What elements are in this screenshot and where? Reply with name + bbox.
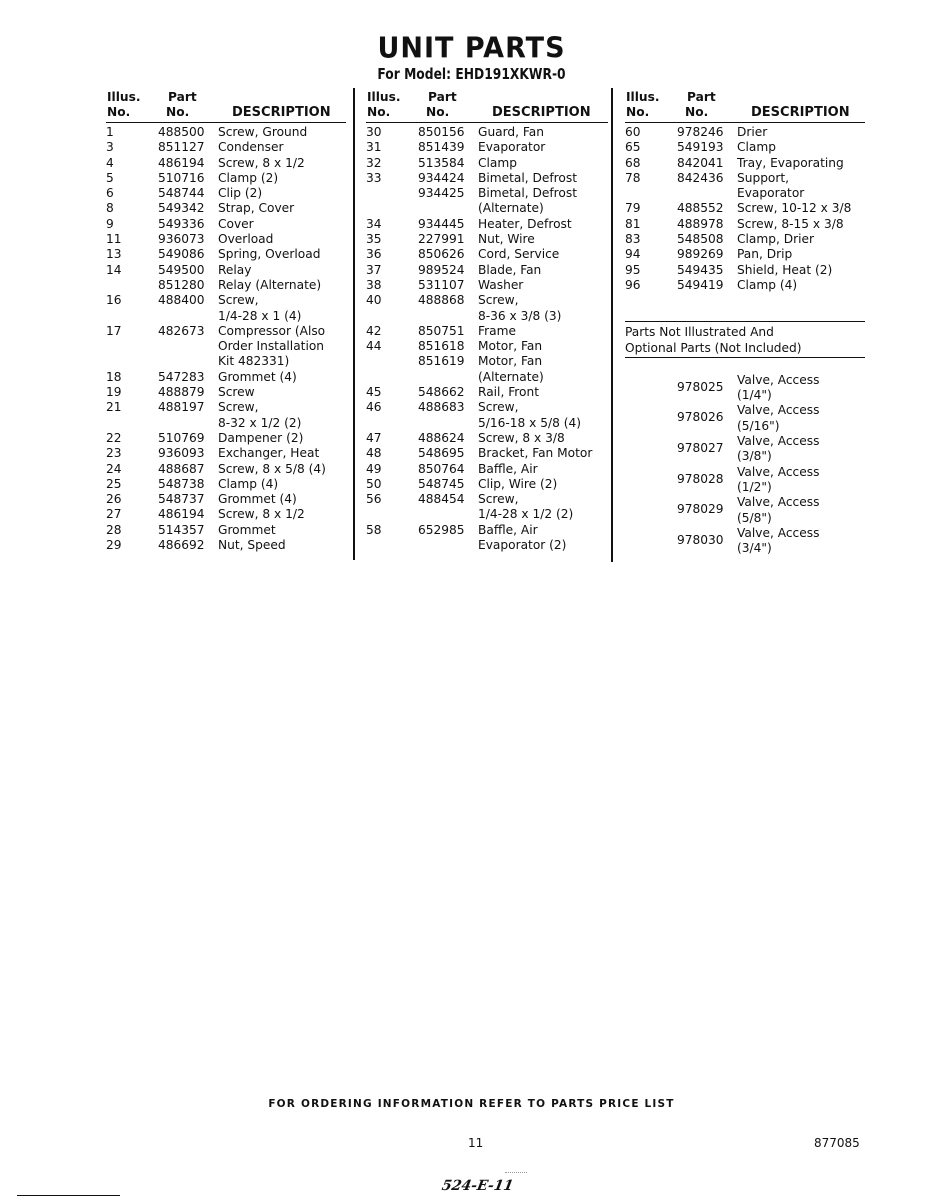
- part-number: 548744: [158, 186, 205, 201]
- part-number: 978027: [677, 441, 724, 456]
- part-number: 936073: [158, 232, 205, 247]
- column-header: [106, 90, 346, 123]
- illus-number: 49: [366, 461, 382, 476]
- illus-number: 45: [366, 385, 382, 400]
- illus-number: 83: [625, 232, 641, 247]
- not-illustrated-section: [625, 321, 865, 556]
- part-description: Valve, Access (1/4"): [737, 372, 820, 403]
- parts-column-3: [625, 90, 865, 556]
- part-description: Screw, 8 x 3/8: [478, 430, 565, 445]
- part-number: 488879: [158, 385, 205, 400]
- header-illus-label: Illus.: [107, 90, 141, 104]
- illus-number: 33: [366, 170, 382, 185]
- page-number: 11: [468, 1136, 484, 1150]
- illus-number: 95: [625, 262, 641, 277]
- part-description: Screw, 8 x 1/2: [218, 155, 305, 170]
- table-row: [625, 125, 865, 140]
- illus-number: 26: [106, 492, 122, 507]
- part-description: Screw, 1/4-28 x 1/2 (2): [478, 492, 574, 522]
- part-description: Strap, Cover: [218, 201, 295, 216]
- header-description-label: DESCRIPTION: [751, 105, 850, 120]
- part-description: Compressor (Also Order Installation Kit 482331): [218, 323, 326, 369]
- illus-number: 56: [366, 492, 382, 507]
- illus-number: 31: [366, 140, 382, 155]
- part-number: 548695: [418, 446, 465, 461]
- part-description: Overload: [218, 232, 274, 247]
- table-row: [625, 434, 865, 465]
- part-number: 549435: [677, 262, 724, 277]
- handwritten-code: 524-E-11: [440, 1178, 515, 1194]
- table-row: [625, 263, 865, 278]
- part-number: 486194: [158, 155, 205, 170]
- part-description: Clamp (2): [218, 170, 279, 185]
- illus-number: 22: [106, 430, 122, 445]
- part-description: Clip (2): [218, 186, 263, 201]
- illus-number: 60: [625, 125, 641, 139]
- illus-number: 28: [106, 522, 122, 537]
- parts-list: [366, 125, 608, 553]
- part-description: Bimetal, Defrost (Alternate): [478, 186, 577, 216]
- part-number: 486692: [158, 538, 205, 553]
- not-illustrated-list: [625, 373, 865, 557]
- parts-column-2: [366, 90, 608, 553]
- part-description: Motor, Fan (Alternate): [478, 354, 544, 384]
- illus-number: 14: [106, 262, 122, 277]
- header-illus-no-label: No.: [107, 105, 131, 119]
- part-description: Clamp, Drier: [737, 232, 815, 247]
- part-number: 652985: [418, 522, 465, 537]
- part-number: 851439: [418, 140, 465, 155]
- part-number: 488978: [677, 216, 724, 231]
- part-description: Clamp: [478, 155, 517, 170]
- table-row: [366, 140, 608, 155]
- table-row: [106, 201, 346, 216]
- part-description: Valve, Access (1/2"): [737, 464, 820, 494]
- part-number: 549500: [158, 262, 205, 277]
- illus-number: 25: [106, 476, 122, 491]
- header-part-label: Part: [687, 90, 716, 104]
- header-part-no-label: No.: [166, 105, 190, 119]
- part-description: Screw, Ground: [218, 125, 308, 139]
- part-number: 548508: [677, 232, 724, 247]
- part-number: 488500: [158, 125, 205, 139]
- illus-number: 37: [366, 262, 382, 277]
- part-number: 978029: [677, 502, 724, 517]
- table-row: [106, 492, 346, 507]
- part-description: Shield, Heat (2): [737, 262, 833, 277]
- part-number: 989524: [418, 262, 465, 277]
- part-description: Pan, Drip: [737, 247, 793, 262]
- part-description: Valve, Access (3/8"): [737, 434, 820, 464]
- part-description: Bracket, Fan Motor: [478, 446, 593, 461]
- part-number: 850156: [418, 125, 465, 139]
- table-row: [625, 373, 865, 404]
- table-row: [366, 339, 608, 354]
- part-number: 513584: [418, 155, 465, 170]
- part-description: Screw, 8-15 x 3/8: [737, 216, 844, 231]
- part-description: Clamp: [737, 140, 776, 155]
- part-number: 850751: [418, 323, 465, 338]
- table-row: [106, 263, 346, 278]
- table-row: [106, 385, 346, 400]
- illus-number: 24: [106, 461, 122, 476]
- illus-number: 13: [106, 247, 122, 262]
- illus-number: 5: [106, 170, 114, 185]
- part-number: 549193: [677, 140, 724, 155]
- part-description: Tray, Evaporating: [737, 155, 844, 170]
- part-number: 488868: [418, 293, 465, 308]
- column-header: [625, 90, 865, 123]
- part-number: 510769: [158, 430, 205, 445]
- part-description: Valve, Access (5/8"): [737, 495, 820, 525]
- header-part-no-label: No.: [426, 105, 450, 119]
- part-number: 934445: [418, 216, 465, 231]
- table-row: [625, 201, 865, 216]
- part-description: Nut, Wire: [478, 232, 535, 247]
- table-row: [625, 247, 865, 262]
- header-part-label: Part: [428, 90, 457, 104]
- part-number: 549086: [158, 247, 205, 262]
- illus-number: 38: [366, 277, 382, 292]
- part-number: 488197: [158, 400, 205, 415]
- table-row: [625, 495, 865, 526]
- table-row: [106, 217, 346, 232]
- illus-number: 30: [366, 125, 382, 139]
- illus-number: 40: [366, 293, 382, 308]
- table-row: [366, 446, 608, 461]
- part-number: 548738: [158, 476, 205, 491]
- table-row: [106, 370, 346, 385]
- illus-number: 11: [106, 232, 122, 247]
- part-number: 531107: [418, 277, 465, 292]
- table-row: [625, 403, 865, 434]
- table-row: [106, 523, 346, 538]
- part-number: 842436: [677, 170, 724, 185]
- header-illus-no-label: No.: [626, 105, 650, 119]
- table-row: [625, 140, 865, 155]
- table-row: [366, 278, 608, 293]
- table-row: [366, 156, 608, 171]
- part-number: 936093: [158, 446, 205, 461]
- part-description: Blade, Fan: [478, 262, 542, 277]
- table-row: [106, 400, 346, 431]
- illus-number: 96: [625, 277, 641, 292]
- illus-number: 42: [366, 323, 382, 338]
- column-divider-2: [611, 88, 613, 562]
- part-description: Screw, 5/16-18 x 5/8 (4): [478, 400, 581, 430]
- part-number: 934424: [418, 170, 465, 185]
- part-number: 488624: [418, 430, 465, 445]
- part-number: 978025: [677, 379, 724, 394]
- header-illus-label: Illus.: [626, 90, 660, 104]
- table-row: [106, 232, 346, 247]
- illus-number: 6: [106, 186, 114, 201]
- table-row: [625, 171, 865, 202]
- illus-number: 50: [366, 476, 382, 491]
- parts-column-1: [106, 90, 346, 553]
- header-illus-no-label: No.: [367, 105, 391, 119]
- part-number: 978026: [677, 410, 724, 425]
- part-number: 842041: [677, 155, 724, 170]
- illus-number: 29: [106, 538, 122, 553]
- illus-number: 19: [106, 385, 122, 400]
- part-number: 488687: [158, 461, 205, 476]
- illus-number: 46: [366, 400, 382, 415]
- not-illustrated-heading: [625, 325, 865, 358]
- part-number: 488400: [158, 293, 205, 308]
- part-description: Clamp (4): [218, 476, 279, 491]
- illus-number: 35: [366, 232, 382, 247]
- part-number: 978030: [677, 532, 724, 547]
- part-description: Clamp (4): [737, 277, 798, 292]
- document-number: 877085: [814, 1136, 860, 1150]
- table-row: [366, 385, 608, 400]
- table-row: [625, 278, 865, 293]
- header-part-label: Part: [168, 90, 197, 104]
- table-row: [366, 400, 608, 431]
- table-row: [366, 354, 608, 385]
- table-row: [366, 171, 608, 186]
- part-number: 488683: [418, 400, 465, 415]
- part-description: Relay: [218, 262, 252, 277]
- part-number: 851280: [158, 277, 205, 292]
- part-number: 548745: [418, 476, 465, 491]
- table-row: [625, 217, 865, 232]
- part-number: 486194: [158, 507, 205, 522]
- table-row: [106, 186, 346, 201]
- table-row: [106, 278, 346, 293]
- illus-number: 18: [106, 369, 122, 384]
- part-description: Screw, 8 x 1/2: [218, 507, 305, 522]
- not-illustrated-heading-line1: Parts Not Illustrated And: [625, 325, 774, 340]
- part-number: 549419: [677, 277, 724, 292]
- table-row: [106, 462, 346, 477]
- illus-number: 58: [366, 522, 382, 537]
- table-row: [106, 477, 346, 492]
- table-row: [625, 526, 865, 557]
- part-number: 548737: [158, 492, 205, 507]
- table-row: [366, 263, 608, 278]
- table-row: [366, 232, 608, 247]
- table-row: [106, 446, 346, 461]
- part-description: Screw, 1/4-28 x 1 (4): [218, 293, 302, 323]
- part-description: Condenser: [218, 140, 284, 155]
- part-number: 547283: [158, 369, 205, 384]
- part-description: Support, Evaporator: [737, 170, 805, 201]
- part-description: Grommet: [218, 522, 276, 537]
- table-row: [106, 507, 346, 522]
- illus-number: 78: [625, 170, 641, 185]
- part-description: Rail, Front: [478, 385, 540, 400]
- illus-number: 23: [106, 446, 122, 461]
- part-number: 978028: [677, 471, 724, 486]
- table-row: [366, 293, 608, 324]
- part-description: Exchanger, Heat: [218, 446, 320, 461]
- part-number: 482673: [158, 323, 205, 338]
- part-description: Baffle, Air Evaporator (2): [478, 522, 567, 553]
- illus-number: 1: [106, 125, 114, 139]
- part-description: Valve, Access (5/16"): [737, 403, 820, 433]
- part-number: 488454: [418, 492, 465, 507]
- table-row: [366, 523, 608, 554]
- part-number: 851618: [418, 339, 465, 354]
- part-number: 851619: [418, 354, 465, 369]
- part-description: Screw, 8 x 5/8 (4): [218, 461, 326, 476]
- part-number: 978246: [677, 125, 724, 139]
- table-row: [366, 492, 608, 523]
- part-description: Cover: [218, 216, 254, 231]
- part-number: 850764: [418, 461, 465, 476]
- illus-number: 81: [625, 216, 641, 231]
- part-description: Evaporator: [478, 140, 546, 155]
- table-row: [625, 465, 865, 496]
- illus-number: 47: [366, 430, 382, 445]
- illus-number: 34: [366, 216, 382, 231]
- part-number: 989269: [677, 247, 724, 262]
- header-description-label: DESCRIPTION: [492, 105, 591, 120]
- column-header: [366, 90, 608, 123]
- illus-number: 27: [106, 507, 122, 522]
- parts-list: [106, 125, 346, 553]
- table-row: [366, 247, 608, 262]
- illus-number: 21: [106, 400, 122, 415]
- illus-number: 48: [366, 446, 382, 461]
- part-description: Relay (Alternate): [218, 277, 322, 292]
- header-description-label: DESCRIPTION: [232, 105, 331, 120]
- table-row: [366, 462, 608, 477]
- table-row: [366, 217, 608, 232]
- table-row: [625, 232, 865, 247]
- illus-number: 3: [106, 140, 114, 155]
- part-description: Screw, 10-12 x 3/8: [737, 201, 852, 216]
- part-description: Dampener (2): [218, 430, 304, 445]
- table-row: [366, 186, 608, 217]
- part-number: 510716: [158, 170, 205, 185]
- illus-number: 68: [625, 155, 641, 170]
- part-description: Baffle, Air: [478, 461, 538, 476]
- part-description: Motor, Fan: [478, 339, 543, 354]
- table-row: [106, 125, 346, 140]
- part-description: Washer: [478, 277, 524, 292]
- part-description: Screw, 8-32 x 1/2 (2): [218, 400, 302, 430]
- table-row: [106, 247, 346, 262]
- part-number: 549342: [158, 201, 205, 216]
- column-divider-1: [353, 88, 355, 560]
- header-part-no-label: No.: [685, 105, 709, 119]
- part-description: Screw: [218, 385, 255, 400]
- part-description: Heater, Defrost: [478, 216, 572, 231]
- part-description: Valve, Access (3/4"): [737, 525, 820, 556]
- table-row: [106, 156, 346, 171]
- part-description: Bimetal, Defrost: [478, 170, 577, 185]
- part-number: 549336: [158, 216, 205, 231]
- table-row: [106, 171, 346, 186]
- table-row: [106, 538, 346, 553]
- part-description: Grommet (4): [218, 492, 297, 507]
- part-description: Drier: [737, 125, 768, 139]
- part-description: Grommet (4): [218, 369, 297, 384]
- illus-number: 8: [106, 201, 114, 216]
- part-number: 514357: [158, 522, 205, 537]
- table-row: [625, 156, 865, 171]
- table-row: [366, 125, 608, 140]
- part-description: Screw, 8-36 x 3/8 (3): [478, 293, 562, 323]
- illus-number: 65: [625, 140, 641, 155]
- parts-list: [625, 125, 865, 293]
- part-description: Clip, Wire (2): [478, 476, 558, 491]
- bottom-edge-rule: [17, 1195, 120, 1196]
- part-description: Frame: [478, 323, 516, 338]
- page-title: UNIT PARTS: [377, 32, 566, 65]
- part-number: 850626: [418, 247, 465, 262]
- part-description: Cord, Service: [478, 247, 560, 262]
- illus-number: 36: [366, 247, 382, 262]
- ordering-note: FOR ORDERING INFORMATION REFER TO PARTS PRICE LIST: [268, 1098, 675, 1110]
- part-description: Guard, Fan: [478, 125, 545, 139]
- part-number: 548662: [418, 385, 465, 400]
- table-row: [106, 324, 346, 370]
- part-number: 227991: [418, 232, 465, 247]
- table-row: [106, 431, 346, 446]
- table-row: [366, 477, 608, 492]
- part-description: Nut, Speed: [218, 538, 286, 553]
- illus-number: 4: [106, 155, 114, 170]
- illus-number: 79: [625, 201, 641, 216]
- table-row: [106, 140, 346, 155]
- part-description: Spring, Overload: [218, 247, 321, 262]
- illus-number: 44: [366, 339, 382, 354]
- model-subtitle: For Model: EHD191XKWR-0: [377, 65, 566, 83]
- illus-number: 94: [625, 247, 641, 262]
- illus-number: 32: [366, 155, 382, 170]
- illus-number: 17: [106, 323, 122, 338]
- table-row: [366, 324, 608, 339]
- table-row: [106, 293, 346, 324]
- header-illus-label: Illus.: [367, 90, 401, 104]
- illus-number: 9: [106, 216, 114, 231]
- not-illustrated-heading-line2: Optional Parts (Not Included): [625, 340, 802, 355]
- table-row: [366, 431, 608, 446]
- part-number: 851127: [158, 140, 205, 155]
- part-number: 488552: [677, 201, 724, 216]
- part-number: 934425: [418, 186, 465, 201]
- illus-number: 16: [106, 293, 122, 308]
- dotted-mark: [505, 1172, 527, 1173]
